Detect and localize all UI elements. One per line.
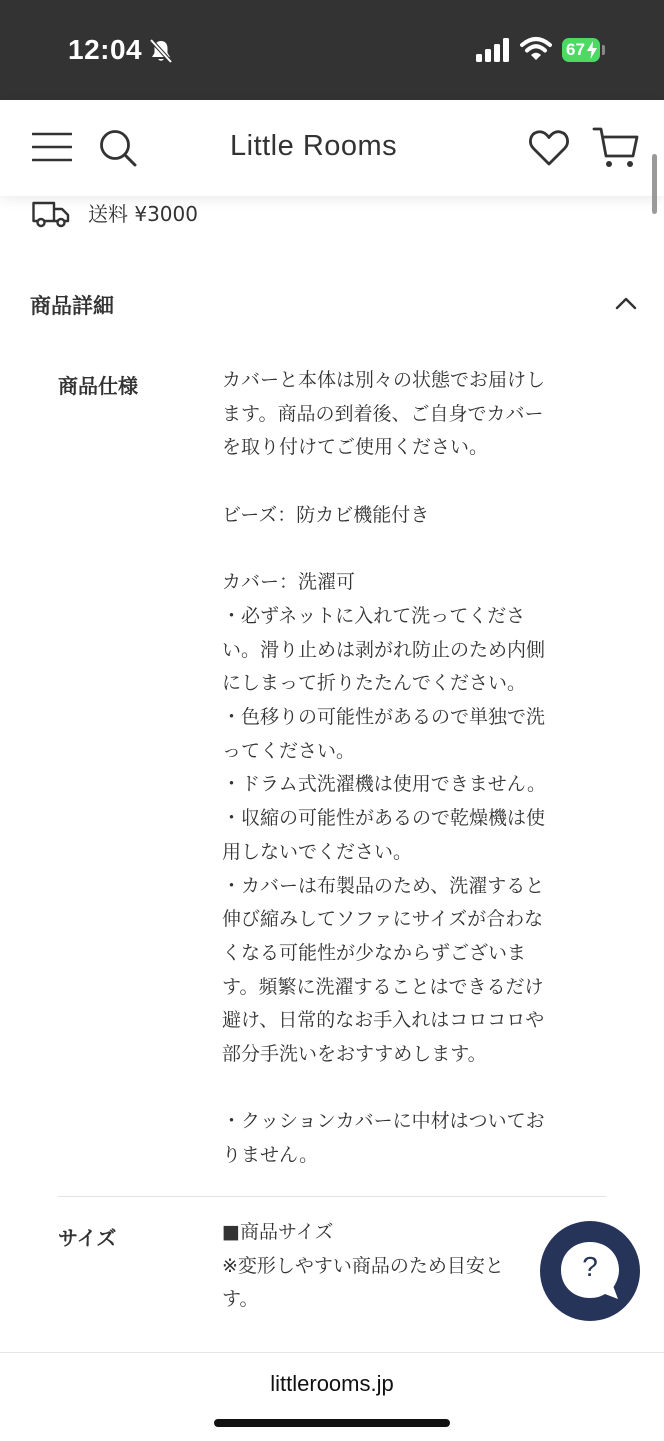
spec-line: くなる可能性が少なからずございま [222, 941, 527, 964]
bolt-icon [587, 41, 597, 59]
spec-line: 避け、日常的なお手入れはコロコロや [222, 1009, 545, 1032]
status-time: 12:04 [68, 34, 143, 65]
wifi-icon [520, 36, 552, 62]
chat-help-button[interactable] [540, 1221, 640, 1321]
shipping-info [30, 196, 630, 232]
bell-slash-icon [148, 38, 174, 64]
spec-line: ってください。 [222, 739, 356, 762]
spec-line: カバーと本体は別々の状態でお届けし [222, 369, 546, 391]
spec-line: い。滑り止めは剥がれ防止のため内側 [222, 638, 546, 661]
browser-address-bar[interactable] [0, 1352, 664, 1441]
url-text[interactable]: littlerooms.jp [270, 1371, 394, 1396]
spec-line: ・色移りの可能性があるので単独で洗 [222, 706, 546, 728]
spec-line: 用しないでください。 [222, 840, 413, 863]
search-icon[interactable] [98, 128, 138, 168]
spec-line: ・ドラム式洗濯機は使用できません。 [222, 773, 546, 796]
home-indicator[interactable] [214, 1419, 450, 1427]
spec-line: ・収縮の可能性があるので乾燥機は使 [222, 807, 546, 830]
spec-label: 商品仕様 [58, 374, 138, 398]
spec-line: ・必ずネットに入れて洗ってくださ [222, 604, 526, 627]
signal-icon [476, 38, 510, 62]
spec-line: 部分手洗いをおすすめします。 [222, 1043, 487, 1066]
truck-icon [32, 200, 70, 228]
spec-line: りません。 [222, 1144, 319, 1167]
spec-line-blank [222, 465, 602, 499]
divider [58, 1196, 606, 1197]
spec-line: す。頻繁に洗濯することはできるだけ [222, 975, 544, 998]
chat-help-label: ? [582, 1251, 598, 1282]
shipping-text: 送料 ¥3000 [88, 202, 198, 226]
status-bar [0, 0, 664, 100]
spec-line: を取り付けてご使用ください。 [222, 436, 489, 459]
spec-body [222, 364, 602, 1173]
cart-icon[interactable] [592, 126, 640, 170]
battery-tip [602, 45, 605, 55]
details-title: 商品詳細 [30, 294, 114, 318]
battery-charging-icon [562, 38, 600, 62]
spec-line: 伸び縮みしてソファにサイズが合わな [222, 908, 544, 931]
spec-line-blank [222, 533, 602, 567]
spec-line: カバー：洗濯可 [222, 571, 356, 594]
chevron-up-icon[interactable] [614, 294, 638, 312]
spec-line-blank [222, 1072, 602, 1106]
menu-icon[interactable] [32, 130, 72, 164]
battery-level: 67 [566, 40, 585, 59]
details-accordion-header[interactable] [30, 284, 640, 328]
site-header [0, 100, 664, 196]
spec-line: ビーズ：防カビ機能付き [222, 503, 430, 526]
spec-label: サイズ [58, 1226, 117, 1250]
spec-line: にしまって折りたたんでください。 [222, 672, 527, 695]
spec-line: す。 [222, 1288, 259, 1311]
heart-icon[interactable] [528, 128, 570, 168]
site-logo[interactable]: Little Rooms [230, 130, 398, 162]
spec-line: ・カバーは布製品のため、洗濯すると [222, 874, 545, 897]
spec-line: ■商品サイズ [222, 1221, 334, 1243]
spec-line: ます。商品の到着後、ご自身でカバー [222, 402, 544, 425]
scrollbar[interactable] [652, 154, 657, 214]
spec-line: ※変形しやすい商品のため目安と [222, 1254, 504, 1277]
spec-line: ・クッションカバーに中材はついてお [222, 1110, 545, 1133]
